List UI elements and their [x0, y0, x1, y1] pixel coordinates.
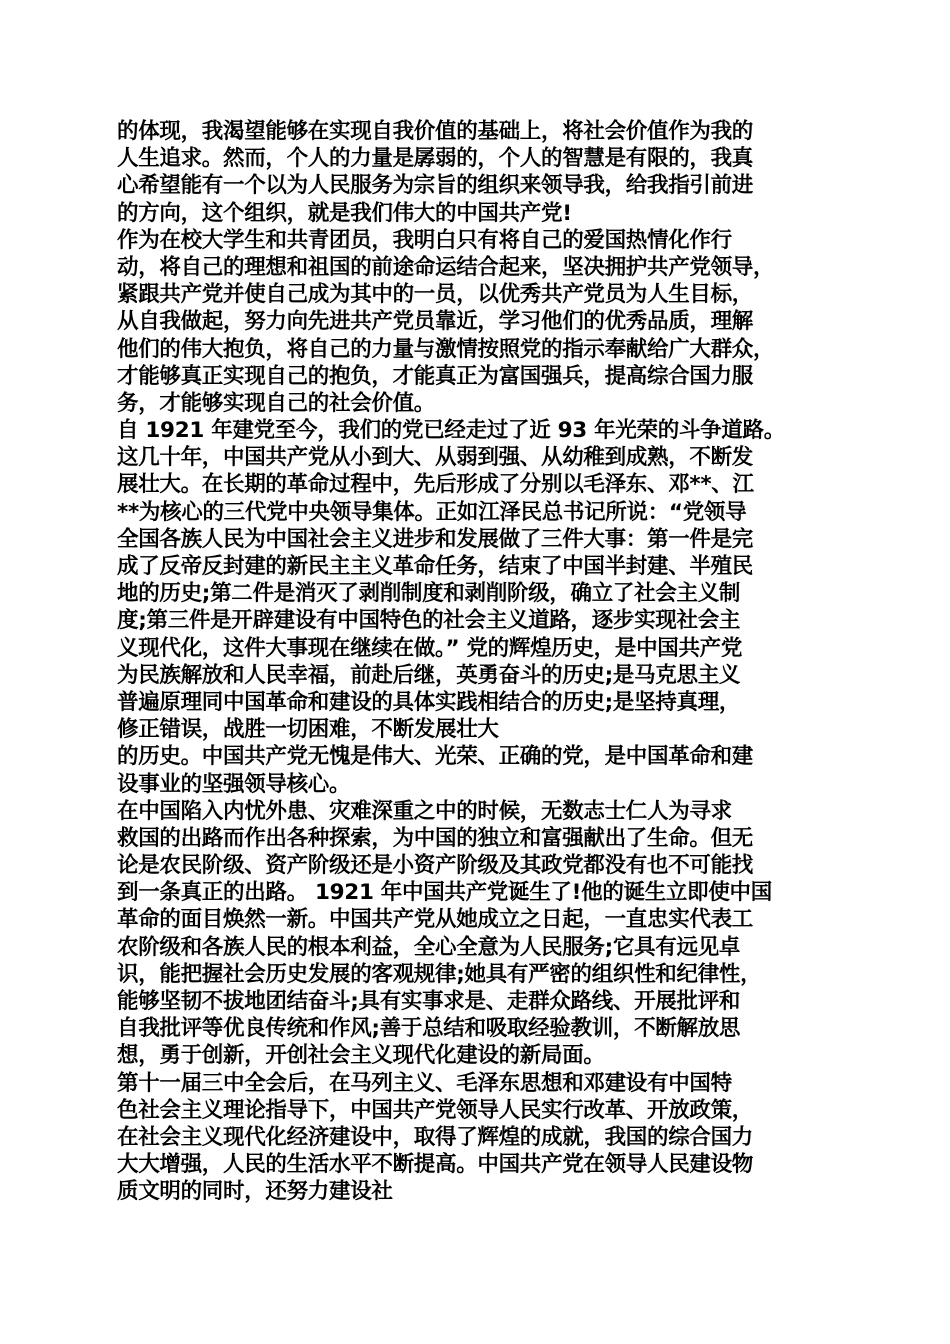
text-line: 在社会主义现代化经济建设中，取得了辉煌的成就，我国的综合国力	[117, 1124, 754, 1150]
text-line: 地的历史;第二件是消灭了剥削制度和剥削阶级，确立了社会主义制	[117, 581, 741, 607]
text-line: 识，能把握社会历史发展的客观规律;她具有严密的组织性和纪律性，	[117, 961, 762, 987]
text-line: 到一条真正的出路。 1921 年中国共产党诞生了!他的诞生立即使中国	[117, 880, 772, 906]
text-line: 的体现，我渴望能够在实现自我价值的基础上，将社会价值作为我的	[117, 119, 754, 144]
text-line: 这几十年，中国共产党从小到大、从弱到强、从幼稚到成熟，不断发	[117, 445, 754, 471]
text-line: 想，勇于创新，开创社会主义现代化建设的新局面。	[117, 1043, 605, 1069]
text-line: 设事业的坚强领导核心。	[117, 771, 351, 797]
text-line: 心希望能有一个以为人民服务为宗旨的组织来领导我，给我指引前进	[117, 173, 754, 199]
text-line: 作为在校大学生和共青团员，我明白只有将自己的爱国热情化作行	[117, 227, 732, 253]
text-line: 农阶级和各族人民的根本利益，全心全意为人民服务;它具有远见卓	[117, 934, 741, 960]
text-line: 论是农民阶级、资产阶级还是小资产阶级及其政党都没有也不可能找	[117, 853, 754, 879]
text-line: 普遍原理同中国革命和建设的具体实践相结合的历史;是坚持真理，	[117, 689, 741, 715]
text-line: **为核心的三代党中央领导集体。正如江泽民总书记所说：“党领导	[117, 499, 747, 525]
text-line: 在中国陷入内忧外患、灾难深重之中的时候，无数志士仁人为寻求	[117, 798, 732, 824]
text-line: 全国各族人民为中国社会主义进步和发展做了三件大事：第一件是完	[117, 526, 754, 552]
text-line: 人生追求。然而，个人的力量是孱弱的，个人的智慧是有限的，我真	[117, 146, 754, 172]
text-line: 自我批评等优良传统和作风;善于总结和吸取经验教训，不断解放思	[117, 1016, 741, 1042]
text-line: 展壮大。在长期的革命过程中，先后形成了分别以毛泽东、邓**、江	[117, 472, 754, 498]
text-line: 务，才能够实现自己的社会价值。	[117, 390, 436, 416]
text-line: 质文明的同时，还努力建设社	[117, 1179, 393, 1205]
text-line: 紧跟共产党并使自己成为其中的一员，以优秀共产党员为人生目标，	[117, 282, 754, 308]
text-line: 色社会主义理论指导下，中国共产党领导人民实行改革、开放政策，	[117, 1097, 754, 1123]
text-line: 革命的面目焕然一新。中国共产党从她成立之日起，一直忠实代表工	[117, 907, 754, 933]
text-line: 动，将自己的理想和祖国的前途命运结合起来，坚决拥护共产党领导，	[117, 254, 775, 280]
text-line: 第十一届三中全会后，在马列主义、毛泽东思想和邓建设有中国特	[117, 1070, 732, 1096]
text-line: 救国的出路而作出各种探索，为中国的独立和富强献出了生命。但无	[117, 825, 754, 851]
text-line: 的历史。中国共产党无愧是伟大、光荣、正确的党，是中国革命和建	[117, 744, 754, 770]
document-page	[117, 118, 837, 1206]
text-line: 大大增强，人民的生活水平不断提高。中国共产党在领导人民建设物	[117, 1152, 754, 1178]
text-line: 成了反帝反封建的新民主主义革命任务，结束了中国半封建、半殖民	[117, 554, 754, 579]
text-line: 修正错误，战胜一切困难，不断发展壮大	[117, 717, 499, 743]
text-line: 从自我做起，努力向先进共产党员靠近，学习他们的优秀品质，理解	[117, 309, 754, 335]
text-line: 才能够真正实现自己的抱负，才能真正为富国强兵，提高综合国力服	[117, 363, 754, 389]
text-line: 他们的伟大抱负，将自己的力量与激情按照党的指示奉献给广大群众，	[117, 336, 775, 362]
text-line: 义现代化，这件大事现在继续在做。” 党的辉煌历史，是中国共产党	[117, 635, 743, 661]
text-line: 的方向，这个组织，就是我们伟大的中国共产党!	[117, 200, 572, 226]
text-line: 度;第三件是开辟建设有中国特色的社会主义道路，逐步实现社会主	[117, 608, 741, 634]
text-line: 能够坚韧不拔地团结奋斗;具有实事求是、走群众路线、开展批评和	[117, 989, 741, 1014]
text-line: 自 1921 年建党至今，我们的党已经走过了近 93 年光荣的斗争道路。	[117, 418, 785, 444]
text-line: 为民族解放和人民幸福，前赴后继，英勇奋斗的历史;是马克思主义	[117, 662, 741, 688]
